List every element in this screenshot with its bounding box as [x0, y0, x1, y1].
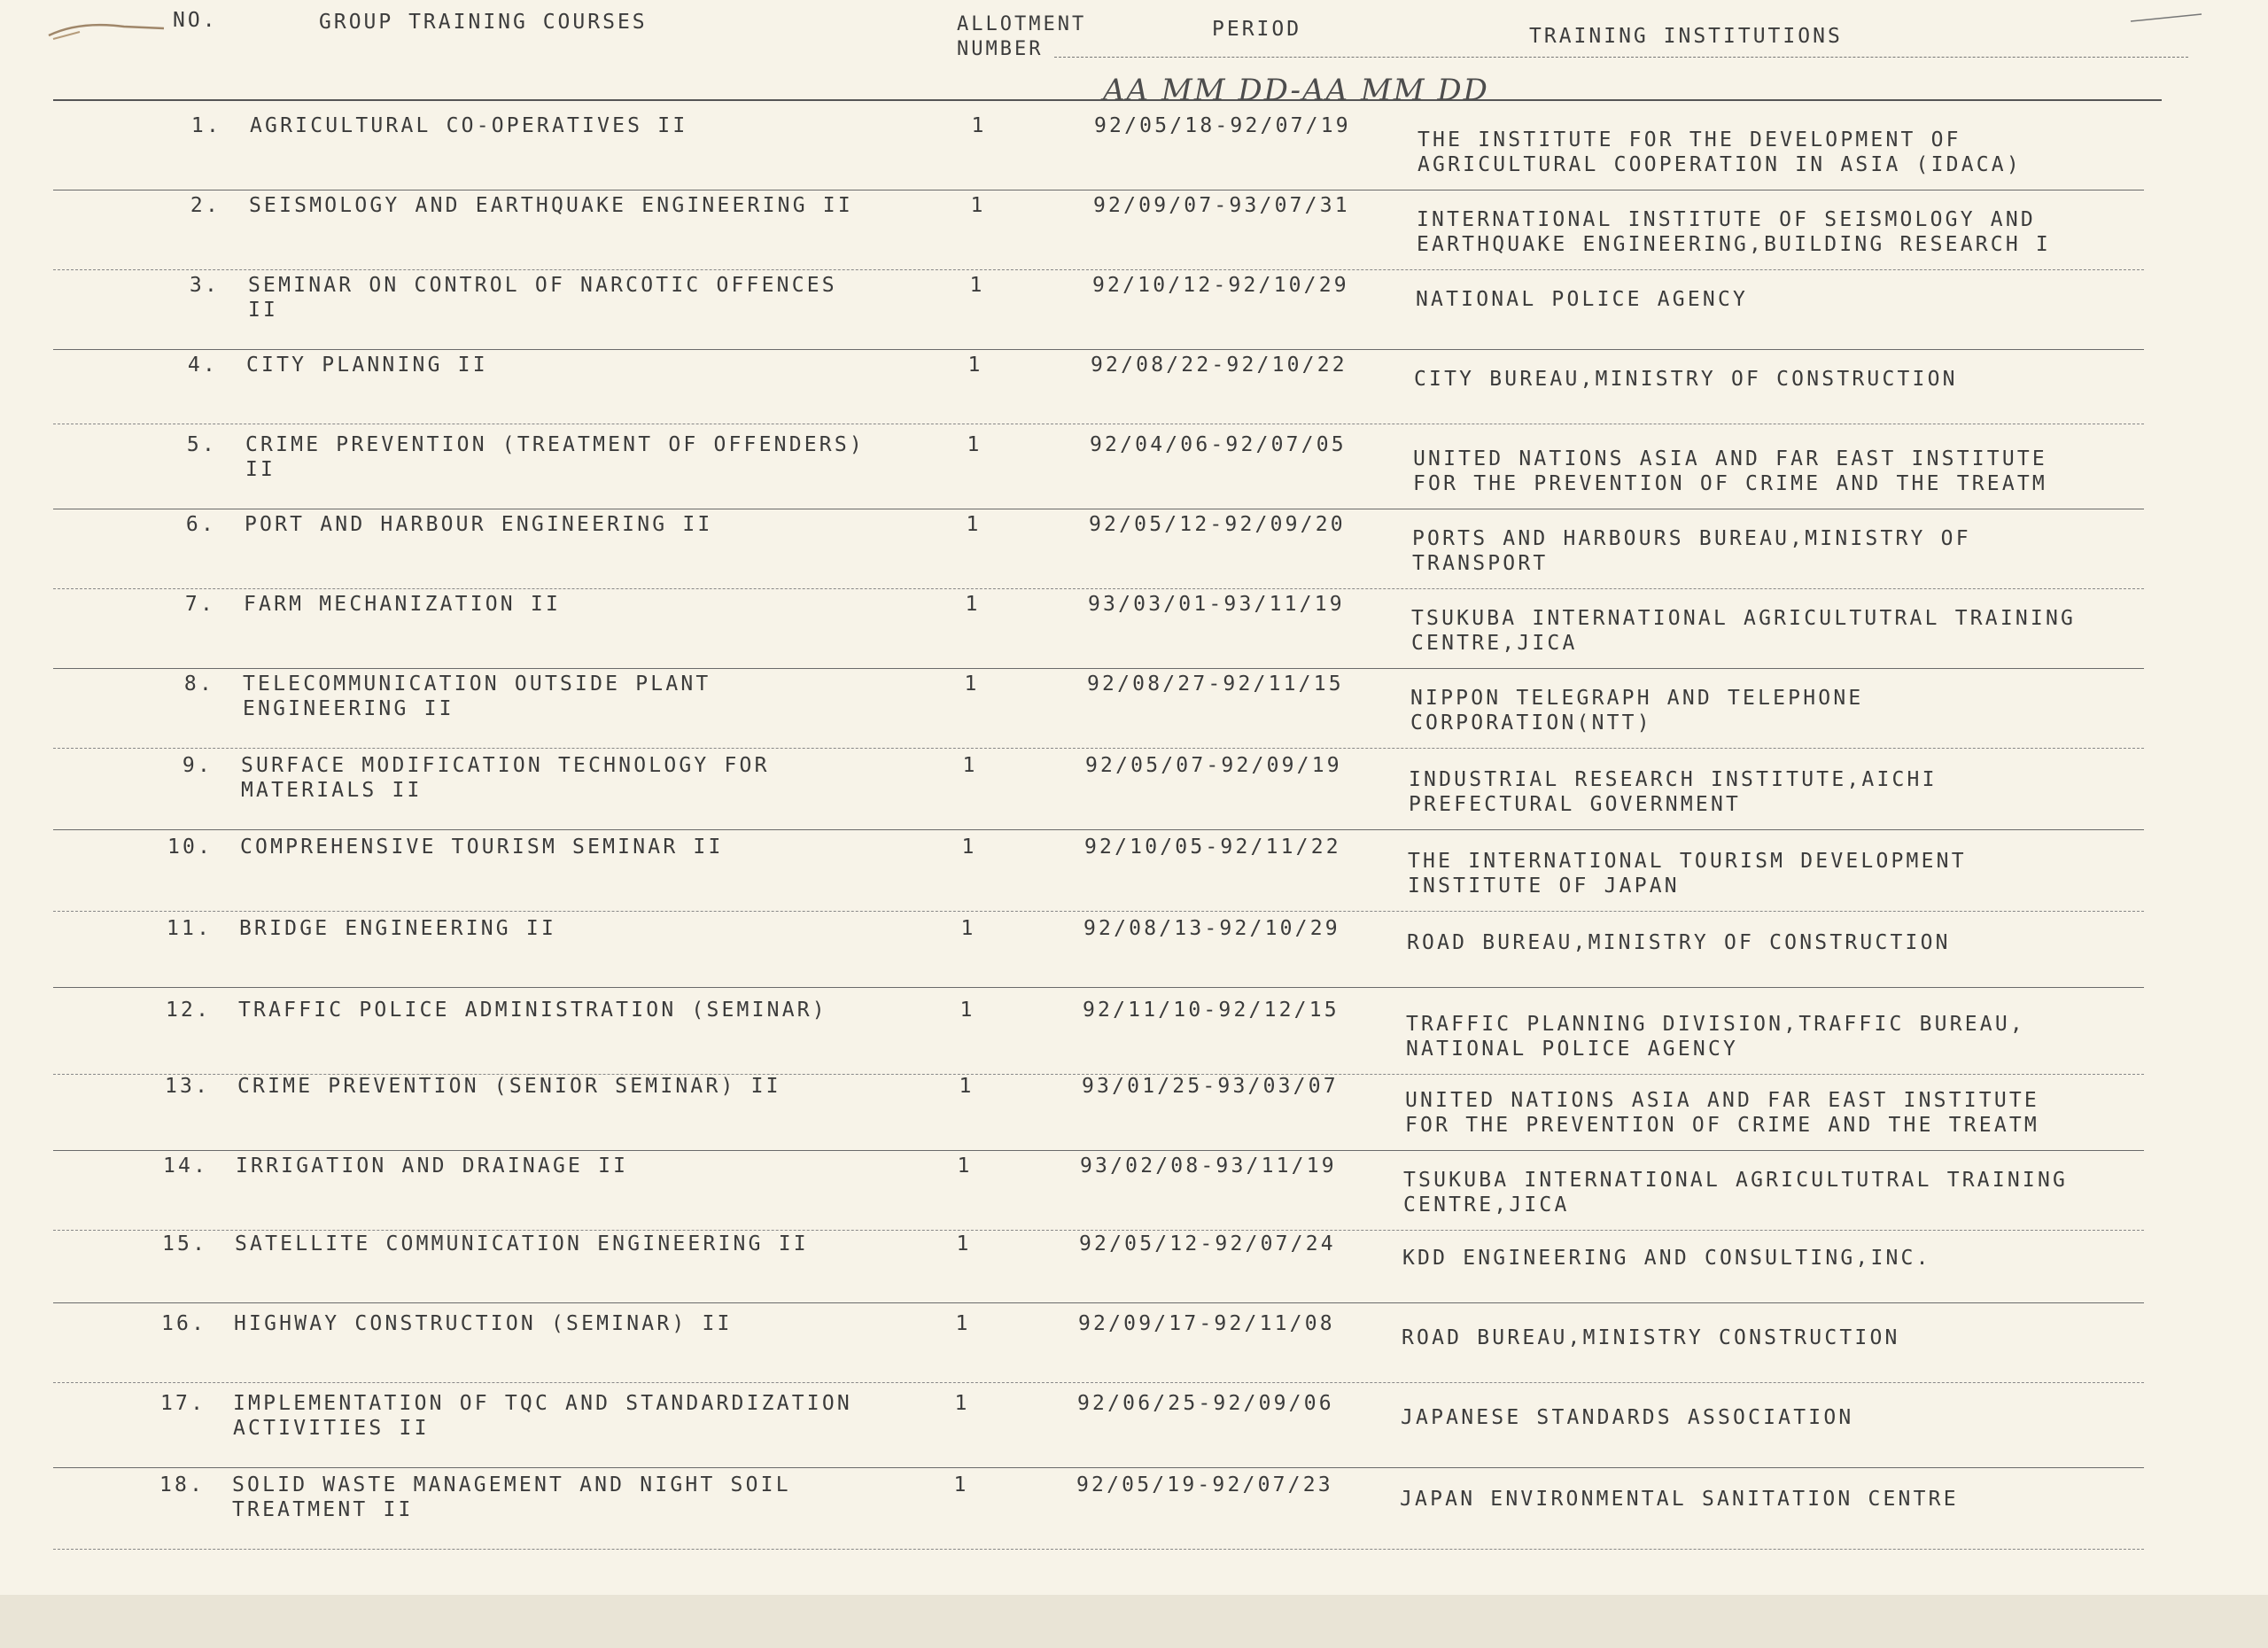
row-number: 9.: [182, 754, 213, 777]
institution-line: AGRICULTURAL COOPERATION IN ASIA (IDACA): [1418, 153, 2022, 176]
course-name: [238, 998, 929, 1022]
row-number: 1.: [190, 114, 221, 137]
period-dates: 92/05/19-92/07/23: [1076, 1473, 1333, 1496]
table-row: [0, 592, 2268, 672]
header-allotment-number: [957, 12, 1086, 62]
scan-background-edge: [0, 1595, 2268, 1648]
row-divider: [53, 829, 2144, 830]
institution-line: CENTRE,JICA: [1411, 632, 1578, 655]
period-dates: 92/08/22-92/10/22: [1091, 354, 1348, 377]
allotment-number: 1: [966, 513, 982, 536]
training-institution: [1409, 767, 2206, 817]
institution-line: INTERNATIONAL INSTITUTE OF SEISMOLOGY AND: [1417, 208, 2036, 231]
row-number: 14.: [163, 1154, 209, 1178]
period-dates: 92/10/05-92/11/22: [1084, 836, 1341, 859]
course-name-line: IRRIGATION AND DRAINAGE II: [236, 1154, 629, 1178]
table-row: [0, 1473, 2268, 1552]
table-row: [0, 672, 2268, 751]
row-number: 8.: [183, 672, 214, 696]
course-name-line: CITY PLANNING II: [246, 354, 488, 377]
header-rule-top: [1054, 57, 2188, 58]
period-dates: 93/01/25-93/03/07: [1082, 1075, 1339, 1098]
table-row: [0, 113, 2268, 193]
pencil-scribble-mark: [44, 16, 168, 43]
course-name: [245, 432, 936, 482]
course-name-line: SOLID WASTE MANAGEMENT AND NIGHT SOIL: [232, 1473, 791, 1496]
course-name-line: ACTIVITIES II: [233, 1417, 430, 1440]
institution-line: NIPPON TELEGRAPH AND TELEPHONE: [1410, 687, 1864, 710]
allotment-number: 1: [955, 1312, 971, 1335]
training-institution: [1418, 128, 2215, 177]
training-institution: [1402, 1246, 2200, 1271]
table-row: [0, 1391, 2268, 1471]
course-name-line: COMPREHENSIVE TOURISM SEMINAR II: [240, 836, 724, 859]
institution-line: TRAFFIC PLANNING DIVISION,TRAFFIC BUREAU,: [1406, 1013, 2025, 1036]
course-name: [250, 113, 941, 138]
training-institution: [1407, 930, 2204, 955]
course-name-line: CRIME PREVENTION (SENIOR SEMINAR) II: [237, 1075, 781, 1098]
header-group-training-courses: GROUP TRAINING COURSES: [319, 11, 648, 34]
training-institution: [1413, 447, 2210, 496]
course-name: [236, 1154, 927, 1178]
institution-line: TSUKUBA INTERNATIONAL AGRICULTUTRAL TRAINING: [1411, 607, 2077, 630]
course-name: [243, 672, 934, 721]
training-institution: [1401, 1405, 2198, 1430]
row-divider: [53, 911, 2144, 912]
allotment-number: 1: [956, 1232, 972, 1255]
row-number: 15.: [162, 1232, 208, 1255]
institution-line: FOR THE PREVENTION OF CRIME AND THE TREATM: [1413, 472, 2047, 495]
row-divider: [53, 987, 2144, 988]
institution-line: PORTS AND HARBOURS BUREAU,MINISTRY OF: [1412, 527, 1971, 550]
row-number: 2.: [190, 194, 221, 217]
course-name-line: FARM MECHANIZATION II: [244, 593, 561, 616]
allotment-number: 1: [964, 672, 980, 696]
table-row: [0, 998, 2268, 1077]
training-institution: [1408, 849, 2205, 898]
course-name-line: TRAFFIC POLICE ADMINISTRATION (SEMINAR): [238, 999, 827, 1022]
institution-line: CORPORATION(NTT): [1410, 711, 1652, 735]
row-divider: [53, 1549, 2144, 1550]
course-name: [240, 835, 931, 859]
institution-line: EARTHQUAKE ENGINEERING,BUILDING RESEARCH I: [1417, 233, 2051, 256]
course-name: [248, 273, 939, 323]
row-number: 7.: [184, 593, 215, 616]
course-name: [237, 1074, 928, 1099]
row-divider: [53, 349, 2144, 350]
row-number: 18.: [159, 1473, 206, 1496]
institution-line: INDUSTRIAL RESEARCH INSTITUTE,AICHI: [1409, 768, 1938, 791]
table-row: [0, 916, 2268, 996]
course-name-line: CRIME PREVENTION (TREATMENT OF OFFENDERS): [245, 433, 865, 456]
course-name-line: PORT AND HARBOUR ENGINEERING II: [245, 513, 713, 536]
course-name: [233, 1391, 924, 1441]
header-period: PERIOD: [1212, 18, 1302, 41]
row-number: 6.: [185, 513, 216, 536]
course-name-line: II: [245, 458, 276, 481]
period-dates: 92/05/07-92/09/19: [1085, 754, 1342, 777]
table-row: [0, 753, 2268, 833]
training-institution: [1403, 1168, 2201, 1217]
row-number: 10.: [167, 836, 214, 859]
training-institution: [1405, 1088, 2202, 1138]
institution-line: NATIONAL POLICE AGENCY: [1416, 288, 1749, 311]
period-dates: 92/05/12-92/07/24: [1079, 1232, 1336, 1255]
course-name-line: SURFACE MODIFICATION TECHNOLOGY FOR: [241, 754, 770, 777]
table-row: [0, 1232, 2268, 1311]
header-no: NO.: [173, 9, 218, 32]
period-dates: 92/11/10-92/12/15: [1083, 999, 1340, 1022]
row-divider: [53, 1230, 2144, 1231]
period-dates: 92/06/25-92/09/06: [1077, 1392, 1334, 1415]
institution-line: ROAD BUREAU,MINISTRY OF CONSTRUCTION: [1407, 931, 1951, 954]
training-institution: [1412, 526, 2210, 576]
period-dates: 92/09/17-92/11/08: [1078, 1312, 1335, 1335]
row-divider: [53, 1467, 2144, 1468]
table-row: [0, 1311, 2268, 1391]
course-name: [246, 353, 937, 377]
course-name: [245, 512, 936, 537]
training-institution: [1411, 606, 2209, 656]
period-dates: 92/05/18-92/07/19: [1094, 114, 1351, 137]
institution-line: UNITED NATIONS ASIA AND FAR EAST INSTITUTE: [1413, 447, 2047, 470]
period-dates: 92/05/12-92/09/20: [1089, 513, 1346, 536]
course-name: [235, 1232, 926, 1256]
allotment-number: 1: [953, 1473, 969, 1496]
table-row: [0, 512, 2268, 592]
training-institution: [1402, 1325, 2199, 1350]
allotment-number: 1: [971, 114, 987, 137]
row-number: 3.: [189, 274, 220, 297]
course-name: [241, 753, 932, 803]
period-dates: 92/08/13-92/10/29: [1084, 917, 1340, 940]
course-name-line: TELECOMMUNICATION OUTSIDE PLANT: [243, 672, 711, 696]
row-number: 13.: [165, 1075, 211, 1098]
course-name-line: II: [248, 299, 279, 322]
table-row: [0, 1154, 2268, 1233]
course-name-line: SEISMOLOGY AND EARTHQUAKE ENGINEERING II: [249, 194, 853, 217]
institution-line: INSTITUTE OF JAPAN: [1408, 875, 1680, 898]
allotment-number: 1: [967, 354, 983, 377]
table-row: [0, 1074, 2268, 1154]
institution-line: THE INSTITUTE FOR THE DEVELOPMENT OF: [1418, 128, 1961, 152]
allotment-number: 1: [960, 917, 976, 940]
course-name: [249, 193, 940, 218]
course-name-line: ENGINEERING II: [243, 697, 454, 720]
institution-line: TSUKUBA INTERNATIONAL AGRICULTUTRAL TRAINING: [1403, 1169, 2069, 1192]
course-name-line: BRIDGE ENGINEERING II: [239, 917, 556, 940]
course-name-line: IMPLEMENTATION OF TQC AND STANDARDIZATION: [233, 1392, 852, 1415]
institution-line: FOR THE PREVENTION OF CRIME AND THE TREATM: [1405, 1114, 2039, 1137]
institution-line: NATIONAL POLICE AGENCY: [1406, 1038, 1739, 1061]
row-number: 16.: [161, 1312, 207, 1335]
institution-line: CITY BUREAU,MINISTRY OF CONSTRUCTION: [1414, 368, 1958, 391]
row-divider: [53, 1382, 2144, 1383]
period-dates: 92/04/06-92/07/05: [1090, 433, 1347, 456]
header-allotment-line2: NUMBER: [957, 38, 1044, 60]
course-name-line: TREATMENT II: [232, 1498, 414, 1521]
course-name: [239, 916, 930, 941]
period-dates: 92/08/27-92/11/15: [1087, 672, 1344, 696]
table-row: [0, 273, 2268, 353]
training-institution: [1400, 1487, 2197, 1512]
institution-line: CENTRE,JICA: [1403, 1193, 1570, 1217]
row-divider: [53, 668, 2144, 669]
row-divider: [53, 1150, 2144, 1151]
period-dates: 92/10/12-92/10/29: [1092, 274, 1349, 297]
table-row: [0, 432, 2268, 512]
training-institution: [1406, 1012, 2203, 1061]
allotment-number: 1: [961, 836, 977, 859]
row-divider: [53, 269, 2144, 270]
training-institution: [1417, 207, 2214, 257]
row-number: 5.: [186, 433, 217, 456]
allotment-number: 1: [969, 274, 985, 297]
course-name-line: SEMINAR ON CONTROL OF NARCOTIC OFFENCES: [248, 274, 837, 297]
course-name: [234, 1311, 925, 1336]
allotment-number: 1: [965, 593, 981, 616]
allotment-number: 1: [959, 999, 975, 1022]
training-institution: [1410, 686, 2208, 735]
course-name: [232, 1473, 923, 1522]
course-name: [244, 592, 935, 617]
allotment-number: 1: [970, 194, 986, 217]
training-institution: [1414, 367, 2211, 392]
allotment-number: 1: [957, 1154, 973, 1178]
pencil-corner-mark: [2126, 9, 2206, 27]
header-training-institutions: TRAINING INSTITUTIONS: [1529, 25, 1843, 48]
row-divider: [53, 588, 2144, 589]
header-allotment-line1: ALLOTMENT: [957, 13, 1087, 35]
allotment-number: 1: [954, 1392, 970, 1415]
institution-line: UNITED NATIONS ASIA AND FAR EAST INSTITUTE: [1405, 1089, 2039, 1112]
institution-line: PREFECTURAL GOVERNMENT: [1409, 793, 1742, 816]
period-dates: 92/09/07-93/07/31: [1093, 194, 1350, 217]
period-dates: 93/03/01-93/11/19: [1088, 593, 1345, 616]
institution-line: THE INTERNATIONAL TOURISM DEVELOPMENT: [1408, 850, 1967, 873]
institution-line: KDD ENGINEERING AND CONSULTING,INC.: [1402, 1247, 1931, 1270]
course-name-line: HIGHWAY CONSTRUCTION (SEMINAR) II: [234, 1312, 733, 1335]
handwritten-date-format-annotation: AA MM DD-AA MM DD: [1103, 73, 1489, 108]
period-dates: 93/02/08-93/11/19: [1080, 1154, 1337, 1178]
institution-line: JAPANESE STANDARDS ASSOCIATION: [1401, 1406, 1854, 1429]
allotment-number: 1: [967, 433, 983, 456]
row-number: 11.: [167, 917, 213, 940]
row-divider: [53, 1302, 2144, 1303]
course-name-line: AGRICULTURAL CO-OPERATIVES II: [250, 114, 688, 137]
course-name-line: SATELLITE COMMUNICATION ENGINEERING II: [235, 1232, 809, 1255]
row-number: 12.: [166, 999, 212, 1022]
row-number: 17.: [160, 1392, 206, 1415]
table-row: [0, 193, 2268, 273]
institution-line: ROAD BUREAU,MINISTRY CONSTRUCTION: [1402, 1326, 1900, 1349]
training-institution: [1416, 287, 2213, 312]
row-divider: [53, 748, 2144, 749]
allotment-number: 1: [959, 1075, 975, 1098]
institution-line: JAPAN ENVIRONMENTAL SANITATION CENTRE: [1400, 1488, 1959, 1511]
allotment-number: 1: [962, 754, 978, 777]
row-number: 4.: [187, 354, 218, 377]
course-name-line: MATERIALS II: [241, 779, 423, 802]
table-row: [0, 353, 2268, 432]
table-row: [0, 835, 2268, 914]
institution-line: TRANSPORT: [1412, 552, 1549, 575]
